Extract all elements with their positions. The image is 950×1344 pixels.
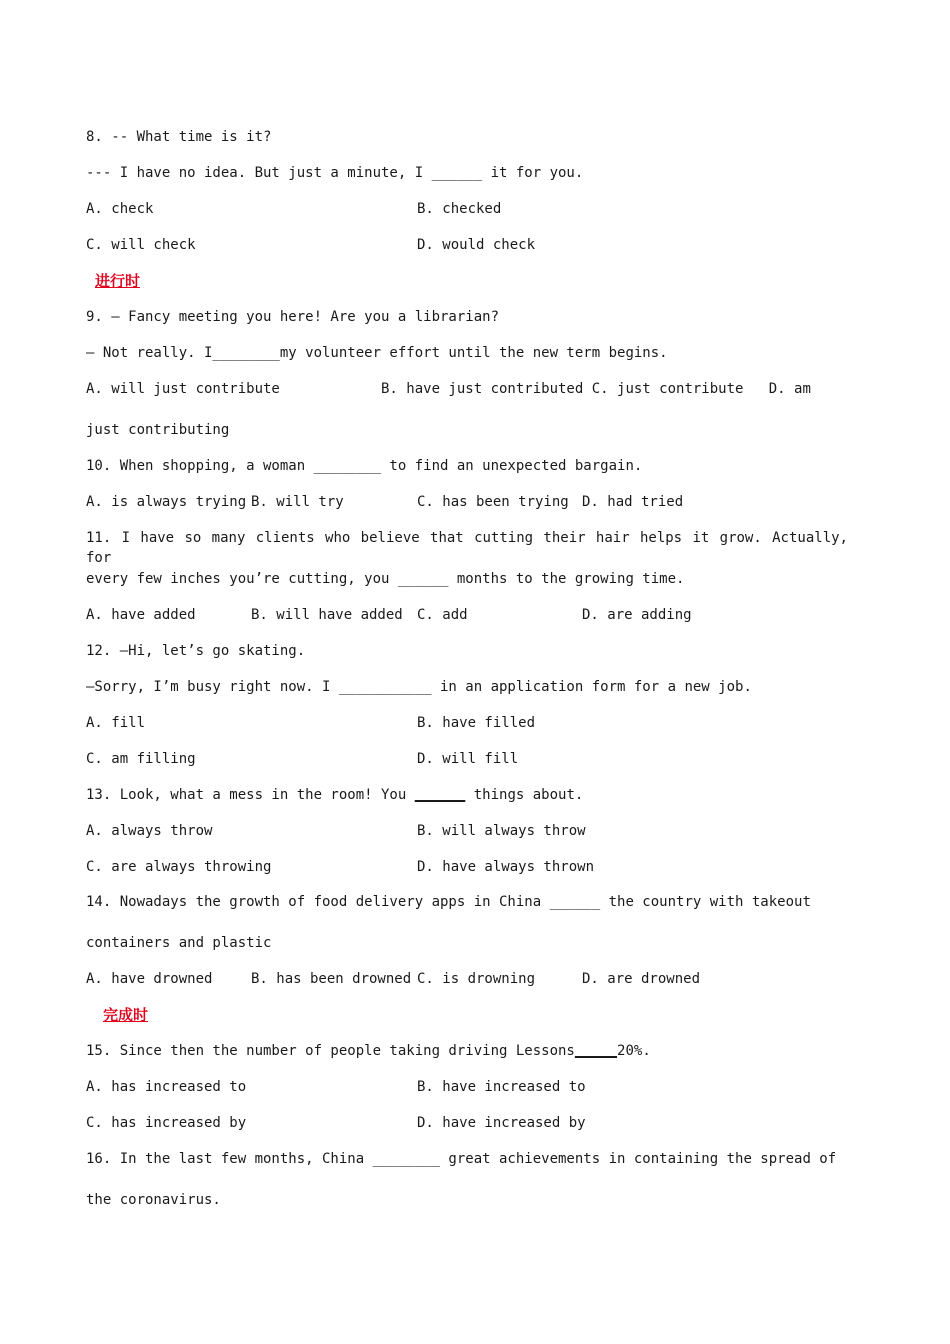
question-10-option-a: A. is always trying <box>86 494 247 510</box>
question-8-option-a: A. check <box>86 201 154 217</box>
question-8-dialogue: --- I have no idea. But just a minute, I ______ it for you. <box>86 165 584 181</box>
question-8-option-b: B. checked <box>417 201 502 217</box>
question-10-stem: 10. When shopping, a woman ________ to find an unexpected bargain. <box>86 458 643 474</box>
question-13-option-b: B. will always throw <box>417 823 586 839</box>
question-12-dialogue: —Sorry, I’m busy right now. I ___________ in an application form for a new job. <box>86 679 752 695</box>
question-10-option-b: B. will try <box>251 494 344 510</box>
question-14-option-b: B. has been drowned <box>251 971 412 987</box>
question-13-option-d: D. have always thrown <box>417 859 595 875</box>
question-13-option-a: A. always throw <box>86 823 213 839</box>
question-11-option-b: B. will have added <box>251 607 403 623</box>
question-16-stem-continued: the coronavirus. <box>86 1192 221 1208</box>
question-11-stem-continued: every few inches you’re cutting, you ______ months to the growing time. <box>86 571 685 587</box>
question-8-option-c: C. will check <box>86 237 196 253</box>
section-heading-perfect: 完成时 <box>103 1006 149 1024</box>
question-11-stem: 11. I have so many clients who believe that cutting their hair helps it grow. Actually, for <box>86 530 848 566</box>
question-15-option-a: A. has increased to <box>86 1079 247 1095</box>
question-15-option-b: B. have increased to <box>417 1079 586 1095</box>
question-13-stem <box>86 785 583 805</box>
question-13-stem-start: 13. Look, what a mess in the room! You <box>86 787 415 803</box>
question-15-option-d: D. have increased by <box>417 1115 586 1131</box>
question-12-option-d: D. will fill <box>417 751 519 767</box>
question-15-blank <box>575 1043 617 1059</box>
question-12-option-c: C. am filling <box>86 751 196 767</box>
question-9-stem: 9. — Fancy meeting you here! Are you a librarian? <box>86 309 500 325</box>
question-10-option-c: C. has been trying <box>417 494 569 510</box>
question-14-option-c: C. is drowning <box>417 971 536 987</box>
question-12-option-a: A. fill <box>86 715 146 731</box>
question-15-stem-end: 20%. <box>617 1043 651 1059</box>
question-9-options-continued: just contributing <box>86 422 230 438</box>
question-14-stem-continued: containers and plastic <box>86 935 272 951</box>
question-11-option-c: C. add <box>417 607 468 623</box>
question-13-option-c: C. are always throwing <box>86 859 272 875</box>
question-8-option-d: D. would check <box>417 237 536 253</box>
question-11-option-d: D. are adding <box>582 607 692 623</box>
question-8-stem: 8. -- What time is it? <box>86 129 272 145</box>
question-15-option-c: C. has increased by <box>86 1115 247 1131</box>
question-10-option-d: D. had tried <box>582 494 684 510</box>
question-14-stem: 14. Nowadays the growth of food delivery apps in China ______ the country with takeout <box>86 894 811 910</box>
question-9-dialogue: — Not really. I________my volunteer effort until the new term begins. <box>86 345 668 361</box>
question-14-option-d: D. are drowned <box>582 971 701 987</box>
question-14-option-a: A. have drowned <box>86 971 213 987</box>
section-heading-progressive: 进行时 <box>95 272 141 290</box>
question-11-option-a: A. have added <box>86 607 196 623</box>
question-16-stem: 16. In the last few months, China ________ great achievements in containing the spread of <box>86 1151 837 1167</box>
question-9-options: A. will just contribute B. have just contributed C. just contribute D. am <box>86 381 811 397</box>
question-13-blank <box>415 787 466 803</box>
question-15-stem-start: 15. Since then the number of people taking driving Lessons <box>86 1043 575 1059</box>
question-12-stem: 12. —Hi, let’s go skating. <box>86 643 306 659</box>
question-12-option-b: B. have filled <box>417 715 536 731</box>
question-13-stem-end: things about. <box>465 787 584 803</box>
question-15-stem <box>86 1041 651 1061</box>
